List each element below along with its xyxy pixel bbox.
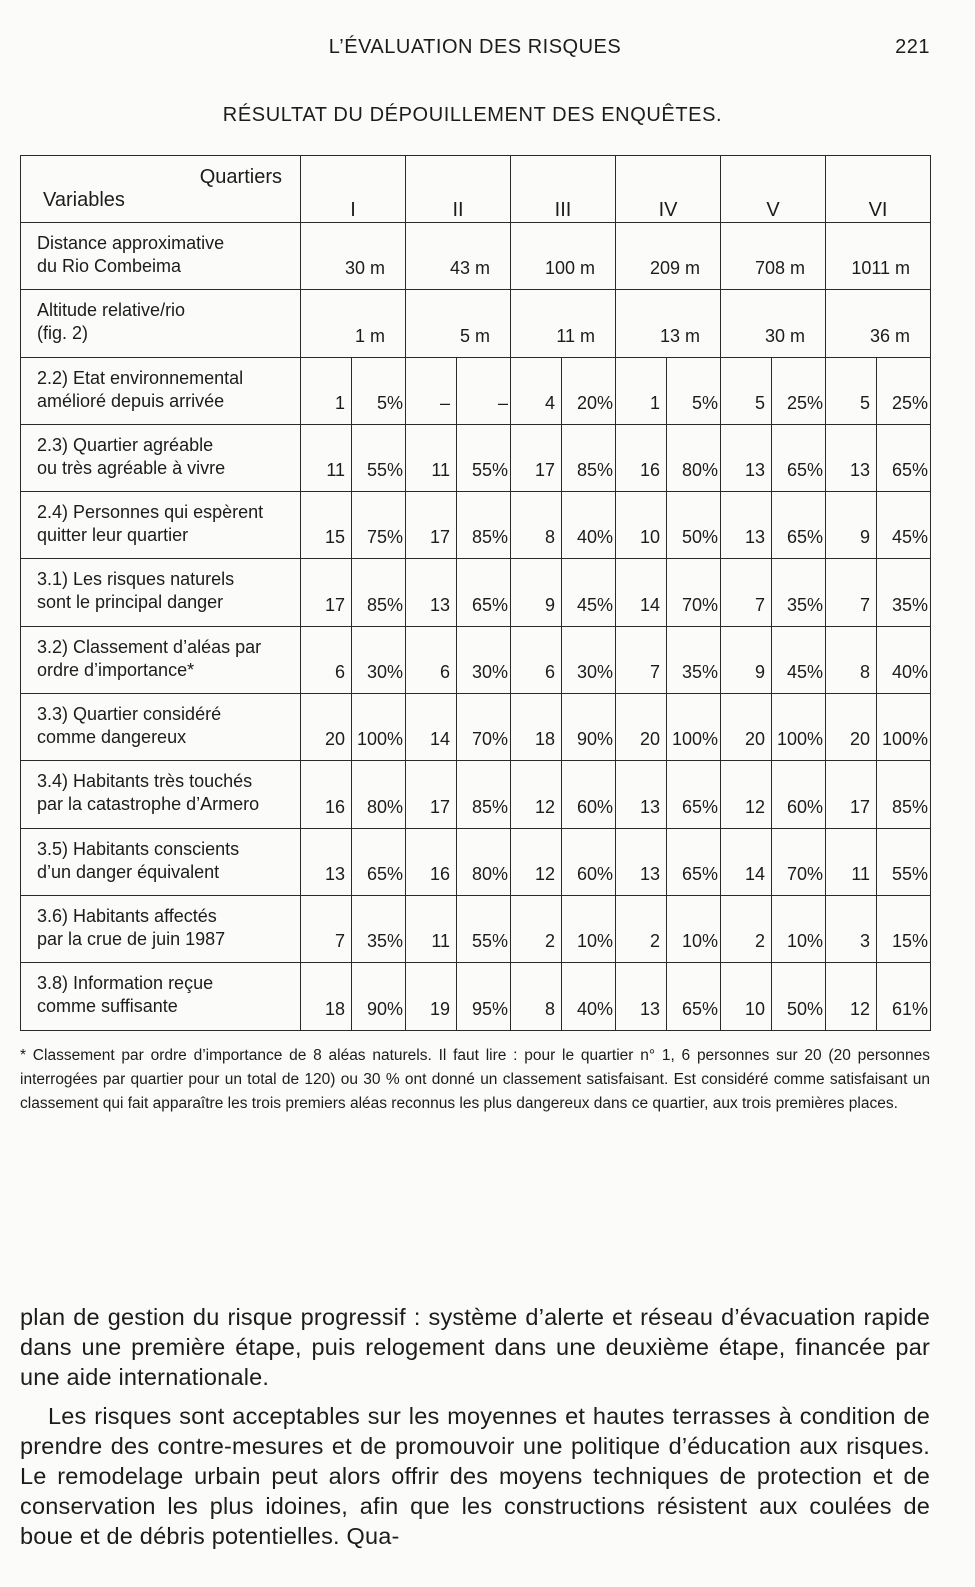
row-label-line: 3.8) Information reçue [37,973,214,994]
percent-cell: 75% [352,492,406,559]
count-cell: 11 [406,895,457,962]
count-cell: 6 [301,626,352,693]
row-label-line: 3.3) Quartier considéré [37,704,222,725]
count-cell: 8 [826,626,877,693]
count-cell: 13 [616,828,667,895]
percent-cell: 85% [877,761,931,828]
table-row [21,963,931,1030]
percent-cell: 85% [562,424,616,491]
count-cell: 12 [511,828,562,895]
row-label-line: par la crue de juin 1987 [37,928,226,949]
count-cell: 20 [826,694,877,761]
row-label [21,963,301,1030]
count-cell: 9 [721,626,772,693]
header-variables: Variables [43,189,125,211]
count-cell: 7 [616,626,667,693]
running-head-title: L’ÉVALUATION DES RISQUES [328,36,622,58]
count-cell: 13 [406,559,457,626]
count-cell: 13 [721,492,772,559]
percent-cell: 10% [667,895,721,962]
count-cell: 13 [721,424,772,491]
table-row [21,626,931,693]
count-cell: 4 [511,357,562,424]
count-cell: 16 [301,761,352,828]
percent-cell: 65% [772,424,826,491]
percent-cell: 40% [877,626,931,693]
table-header-row [21,156,931,223]
row-label-line: comme suffisante [37,996,178,1017]
percent-cell: 40% [562,963,616,1030]
percent-cell: 10% [562,895,616,962]
count-cell: 17 [826,761,877,828]
value-cell: 43 m [406,223,511,290]
percent-cell: 50% [667,492,721,559]
count-cell: 7 [301,895,352,962]
percent-cell: 100% [877,694,931,761]
count-cell: 17 [511,424,562,491]
percent-cell: 85% [457,761,511,828]
percent-cell: 70% [457,694,511,761]
table-row [21,694,931,761]
count-cell: 12 [511,761,562,828]
table-row [21,895,931,962]
table-row [21,492,931,559]
count-cell: 15 [301,492,352,559]
value-cell: 5 m [406,290,511,357]
percent-cell: 80% [352,761,406,828]
percent-cell: 55% [877,828,931,895]
column-header: V [721,156,826,223]
percent-cell: 55% [457,424,511,491]
percent-cell: 70% [772,828,826,895]
page-number: 221 [895,36,930,58]
count-cell: 14 [406,694,457,761]
percent-cell: 50% [772,963,826,1030]
percent-cell: 60% [562,828,616,895]
row-label-line: 3.2) Classement d’aléas par [37,636,262,657]
count-cell: 3 [826,895,877,962]
row-label-line: quitter leur quartier [37,525,189,546]
value-cell: 13 m [616,290,721,357]
column-header: I [301,156,406,223]
percent-cell: 10% [772,895,826,962]
value-cell: 30 m [301,223,406,290]
survey-results-table [20,155,931,1031]
percent-cell: 65% [772,492,826,559]
row-label-line: 2.4) Personnes qui espèrent [37,502,264,523]
count-cell: 19 [406,963,457,1030]
count-cell: 9 [826,492,877,559]
count-cell: 13 [826,424,877,491]
table-row [21,559,931,626]
body-paragraph: Les risques sont acceptables sur les moyennes et hautes terrasses à condition de prendre des contre-mesures et de promouvoir une politique d’éducation aux risques. Le remodelage urbain peut alors offrir des moyens techniques de protection et de conservation les plus idoines, afin que les constructions résistent aux coulées de boue et de débris potentielles. Qua- [20,1403,930,1549]
percent-cell: 65% [877,424,931,491]
percent-cell: 60% [772,761,826,828]
percent-cell: 55% [352,424,406,491]
percent-cell: 90% [562,694,616,761]
count-cell: 12 [826,963,877,1030]
row-label-line: d’un danger équivalent [37,861,220,882]
percent-cell: 25% [877,357,931,424]
row-label-line: par la catastrophe d’Armero [37,794,260,815]
percent-cell: 45% [562,559,616,626]
count-cell: 13 [616,761,667,828]
row-label-line: 3.5) Habitants conscients [37,838,240,859]
count-cell: 20 [301,694,352,761]
count-cell: 14 [721,828,772,895]
percent-cell: 65% [667,963,721,1030]
count-cell: 10 [616,492,667,559]
value-cell: 30 m [721,290,826,357]
percent-cell: 65% [667,761,721,828]
count-cell: 20 [721,694,772,761]
value-cell: 11 m [511,290,616,357]
count-cell: 8 [511,492,562,559]
count-cell: 10 [721,963,772,1030]
percent-cell: 35% [772,559,826,626]
table-row [21,290,931,357]
row-label-line: 3.6) Habitants affectés [37,905,217,926]
row-label-line: ou très agréable à vivre [37,457,226,478]
percent-cell: 85% [457,492,511,559]
percent-cell: 65% [667,828,721,895]
count-cell: 16 [616,424,667,491]
column-header: II [406,156,511,223]
percent-cell: 65% [352,828,406,895]
row-label-line: du Rio Combeima [37,256,182,276]
value-cell: 708 m [721,223,826,290]
row-label-line: sont le principal danger [37,592,224,613]
count-cell: 6 [511,626,562,693]
column-header: VI [826,156,931,223]
table-row [21,357,931,424]
percent-cell: 85% [352,559,406,626]
column-header: III [511,156,616,223]
row-label [21,492,301,559]
row-label [21,761,301,828]
count-cell: 7 [721,559,772,626]
row-label [21,223,301,290]
row-label-line: 2.2) Etat environnemental [37,367,244,388]
percent-cell: 35% [877,559,931,626]
count-cell: 18 [511,694,562,761]
percent-cell: 35% [667,626,721,693]
count-cell: 13 [616,963,667,1030]
count-cell: 2 [721,895,772,962]
percent-cell: 25% [772,357,826,424]
count-cell: 1 [616,357,667,424]
count-cell: 1 [301,357,352,424]
count-cell: 8 [511,963,562,1030]
percent-cell: 30% [562,626,616,693]
header-quartiers: Quartiers [199,166,282,188]
count-cell: 2 [511,895,562,962]
row-label-line: comme dangereux [37,727,187,748]
percent-cell: 70% [667,559,721,626]
percent-cell: 20% [562,357,616,424]
count-cell: 17 [406,761,457,828]
count-cell: 14 [616,559,667,626]
table-row [21,223,931,290]
count-cell: 17 [301,559,352,626]
row-label [21,424,301,491]
count-cell: 9 [511,559,562,626]
percent-cell: 80% [457,828,511,895]
count-cell: 2 [616,895,667,962]
body-paragraph: plan de gestion du risque progressif : système d’alerte et réseau d’évacuation rapide dans une première étape, puis relogement dans une deuxième étape, financée par une aide internationale. [20,1304,930,1390]
count-cell: 16 [406,828,457,895]
row-label [21,828,301,895]
percent-cell: 80% [667,424,721,491]
percent-cell: 100% [667,694,721,761]
row-label [21,357,301,424]
percent-cell: 40% [562,492,616,559]
count-cell: 11 [301,424,352,491]
percent-cell: 100% [772,694,826,761]
count-cell: 6 [406,626,457,693]
percent-cell: 5% [667,357,721,424]
table-row [21,828,931,895]
value-cell: 1 m [301,290,406,357]
table-title: RÉSULTAT DU DÉPOUILLEMENT DES ENQUÊTES. [222,104,723,126]
count-cell: 12 [721,761,772,828]
percent-cell: 30% [457,626,511,693]
count-cell: 5 [826,357,877,424]
row-label-line: amélioré depuis arrivée [37,390,225,411]
row-label-line: (fig. 2) [37,323,89,344]
percent-cell: – [457,357,511,424]
count-cell: – [406,357,457,424]
count-cell: 11 [406,424,457,491]
row-label [21,290,301,357]
running-head [20,34,930,62]
row-label-line: 3.1) Les risques naturels [37,569,235,590]
percent-cell: 15% [877,895,931,962]
row-label-line: Distance approximative [37,233,225,253]
row-label-line: Altitude relative/rio [37,300,186,321]
percent-cell: 90% [352,963,406,1030]
percent-cell: 30% [352,626,406,693]
value-cell: 1011 m [826,223,931,290]
row-label [21,626,301,693]
percent-cell: 35% [352,895,406,962]
percent-cell: 65% [457,559,511,626]
count-cell: 17 [406,492,457,559]
table-corner-cell [21,156,301,223]
percent-cell: 55% [457,895,511,962]
row-label [21,895,301,962]
column-header: IV [616,156,721,223]
count-cell: 18 [301,963,352,1030]
percent-cell: 100% [352,694,406,761]
row-label-line: 2.3) Quartier agréable [37,434,214,455]
value-cell: 36 m [826,290,931,357]
table-footnote: * Classement par ordre d’importance de 8 aléas naturels. Il faut lire : pour le quartier n° 1, 6 personnes sur 20 (20 personnes interrogées par quartier pour un total de 120) ou 30 % ont donné un classement satisfaisant. Est considéré comme satisfaisant un classement qui fait apparaître les trois premiers aléas reconnus les plus dangereux dans ce quartier, aux trois premières places. [20,1047,930,1112]
percent-cell: 95% [457,963,511,1030]
table-row [21,761,931,828]
count-cell: 11 [826,828,877,895]
row-label-line: 3.4) Habitants très touchés [37,771,253,792]
percent-cell: 61% [877,963,931,1030]
percent-cell: 45% [772,626,826,693]
value-cell: 209 m [616,223,721,290]
count-cell: 7 [826,559,877,626]
percent-cell: 5% [352,357,406,424]
percent-cell: 45% [877,492,931,559]
row-label-line: ordre d’importance* [37,659,195,680]
count-cell: 20 [616,694,667,761]
count-cell: 5 [721,357,772,424]
value-cell: 100 m [511,223,616,290]
count-cell: 13 [301,828,352,895]
table-row [21,424,931,491]
percent-cell: 60% [562,761,616,828]
row-label [21,694,301,761]
row-label [21,559,301,626]
